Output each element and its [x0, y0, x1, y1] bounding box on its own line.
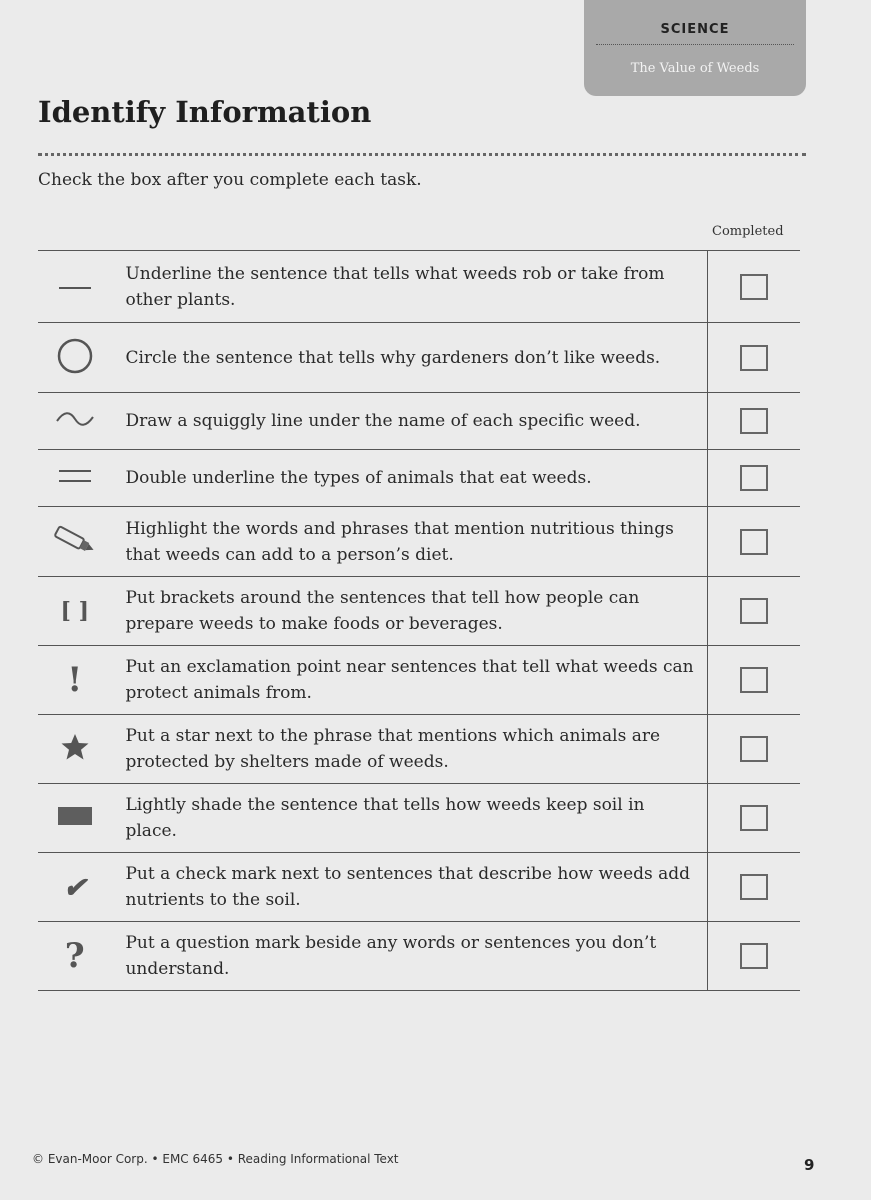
underline-icon — [57, 278, 93, 297]
task-row — [38, 393, 800, 450]
task-row — [38, 784, 800, 853]
highlighter-icon — [49, 525, 101, 559]
squiggly-line-icon — [54, 411, 96, 431]
completed-checkbox[interactable] — [740, 465, 768, 491]
task-text: Put an exclamation point near sentences that tell what weeds can protect animals from. — [125, 657, 694, 703]
task-row — [38, 715, 800, 784]
tab-divider — [596, 44, 794, 45]
circle-icon — [55, 336, 95, 380]
task-row — [38, 853, 800, 922]
task-text: Double underline the types of animals that eat weeds. — [125, 468, 592, 488]
task-row — [38, 922, 800, 991]
check-mark-icon: ✔ — [63, 870, 87, 904]
instructions-text: Check the box after you complete each task. — [38, 170, 422, 190]
task-row — [38, 450, 800, 507]
tab-subject-label: SCIENCE — [660, 22, 730, 37]
completed-checkbox[interactable] — [740, 736, 768, 762]
tab-topic-label: The Value of Weeds — [630, 61, 760, 76]
task-row — [38, 323, 800, 393]
task-text: Underline the sentence that tells what weeds rob or take from other plants. — [125, 263, 665, 310]
footer-credit: © Evan-Moor Corp. • EMC 6465 • Reading Informational Text — [32, 1152, 399, 1166]
task-text: Put a star next to the phrase that mentions which animals are protected by shelters made of weeds. — [125, 726, 661, 772]
page-title: Identify Information — [38, 95, 372, 129]
completed-checkbox[interactable] — [740, 345, 768, 371]
task-text: Put a check mark next to sentences that describe how weeds add nutrients to the soil. — [125, 864, 691, 910]
task-text: Highlight the words and phrases that mention nutritious things that weeds can add to a person’s diet. — [125, 518, 674, 565]
completed-checkbox[interactable] — [740, 529, 768, 555]
task-row — [38, 507, 800, 577]
brackets-icon: [ ] — [60, 598, 89, 624]
subject-tab — [584, 0, 806, 96]
star-icon — [60, 732, 90, 766]
page-number: 9 — [804, 1156, 815, 1174]
shade-icon — [56, 805, 94, 831]
title-divider — [38, 153, 806, 156]
task-table — [38, 250, 800, 991]
completed-checkbox[interactable] — [740, 598, 768, 624]
completed-column-header: Completed — [712, 224, 784, 239]
completed-checkbox[interactable] — [740, 667, 768, 693]
task-text: Put a question mark beside any words or sentences you don’t understand. — [125, 933, 657, 979]
exclamation-icon: ! — [67, 660, 83, 700]
task-text: Lightly shade the sentence that tells how weeds keep soil in place. — [125, 795, 645, 841]
completed-checkbox[interactable] — [740, 408, 768, 434]
task-text: Put brackets around the sentences that tell how people can prepare weeds to make foods or beverages. — [125, 588, 640, 634]
task-text: Circle the sentence that tells why gardeners don’t like weeds. — [125, 347, 661, 368]
task-row — [38, 251, 800, 323]
completed-checkbox[interactable] — [740, 805, 768, 831]
task-row — [38, 646, 800, 715]
task-text: Draw a squiggly line under the name of each specific weed. — [125, 411, 641, 431]
question-mark-icon: ? — [64, 936, 85, 976]
completed-checkbox[interactable] — [740, 874, 768, 900]
completed-checkbox[interactable] — [740, 274, 768, 300]
double-underline-icon — [57, 468, 93, 488]
task-row — [38, 577, 800, 646]
completed-checkbox[interactable] — [740, 943, 768, 969]
